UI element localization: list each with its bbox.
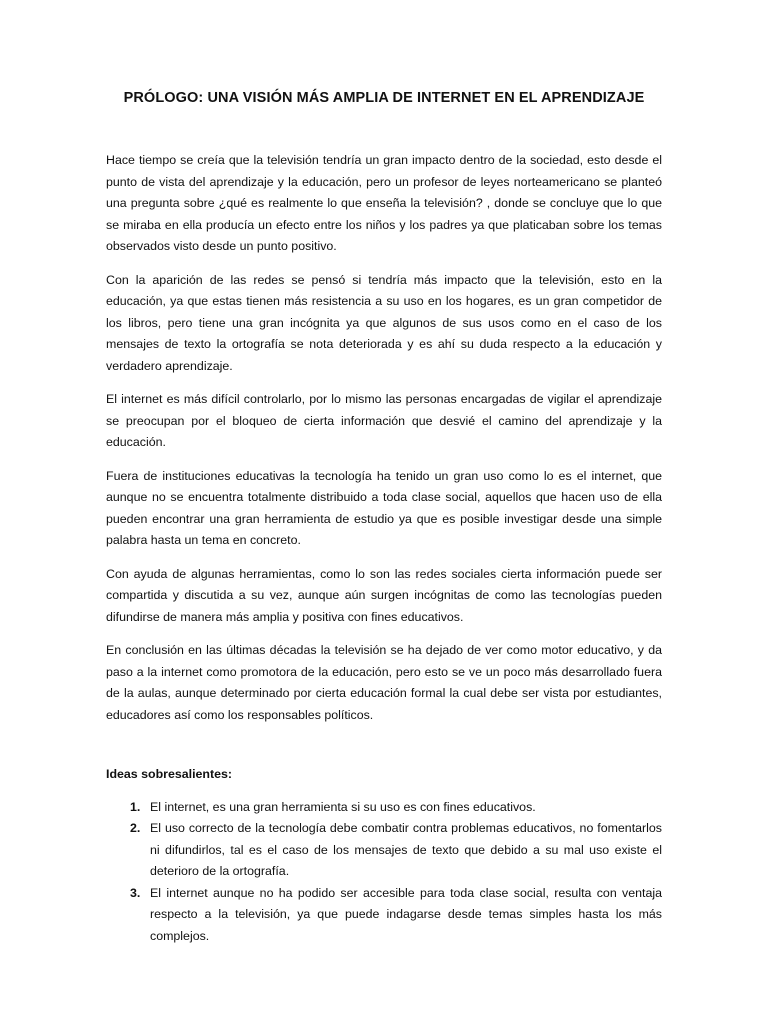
idea-text: El internet, es una gran herramienta si su uso es con fines educativos. [150,799,536,814]
paragraph: Fuera de instituciones educativas la tecnología ha tenido un gran uso como lo es el internet, que aunque no se encuentra totalmente distribuido a toda clase social, aquellos que hacen uso de ella pueden encontrar una gran herramienta de estudio ya que es posible investigar desde una simple palabra hasta un tema en concreto. [106,468,662,547]
paragraph: El internet es más difícil controlarlo, por lo mismo las personas encargadas de vigilar el aprendizaje se preocupan por el bloqueo de cierta información que desvié el camino del aprendizaje y la educación. [106,392,662,449]
ideas-heading: Ideas sobresalientes: [106,767,233,781]
idea-text: El uso correcto de la tecnología debe combatir contra problemas educativos, no fomentarlos ni difundirlos, tal es el caso de los mensajes de texto que debido a su mal uso existe el deterioro de la ortografía. [150,821,662,878]
paragraph: Hace tiempo se creía que la televisión tendría un gran impacto dentro de la sociedad, esto desde el punto de vista del aprendizaje y la educación, pero un profesor de leyes norteamericano se planteó una pregunta sobre ¿qué es realmente lo que enseña la televisión? , donde se concluye que lo que se miraba en ella producía un efecto entre los niños y los padres ya que platicaban sobre los temas observados visto desde un punto positivo. [106,153,662,253]
paragraph: Con ayuda de algunas herramientas, como lo son las redes sociales cierta información puede ser compartida y discutida a su vez, aunque aún surgen incógnitas de como las tecnologías pueden difundirse de manera más amplia y positiva con fines educativos. [106,566,662,624]
idea-item [106,797,662,819]
idea-number: 2. [130,821,141,835]
idea-item [106,883,662,948]
idea-number: 1. [130,799,141,814]
paragraph: Con la aparición de las redes se pensó si tendría más impacto que la televisión, esto en la educación, ya que estas tienen más resistencia a su uso en los hogares, es un gran competidor de los libros, pero tiene una gran incógnita ya que algunos de sus usos como en el caso de los mensajes de texto la ortografía se nota deteriorada y es ahí su duda respecto a la educación y verdadero aprendizaje. [106,272,662,373]
paragraph: En conclusión en las últimas décadas la televisión se ha dejado de ver como motor educativo, y da paso a la internet como promotora de la educación, pero esto se ve un poco más desarrollado fuera de la aulas, aunque determinado por cierta educación formal la cual debe ser vista por estudiantes, educadores así como los responsables políticos. [106,643,662,722]
document-body [106,150,662,947]
ideas-list [106,797,662,948]
document-title: PRÓLOGO: UNA VISIÓN MÁS AMPLIA DE INTERNET EN EL APRENDIZAJE [123,90,645,106]
idea-item [106,818,662,883]
idea-number: 3. [130,885,141,900]
idea-text: El internet aunque no ha podido ser accesible para toda clase social, resulta con ventaja respecto a la televisión, ya que puede indagarse desde temas simples hasta los más complejos. [150,885,662,943]
